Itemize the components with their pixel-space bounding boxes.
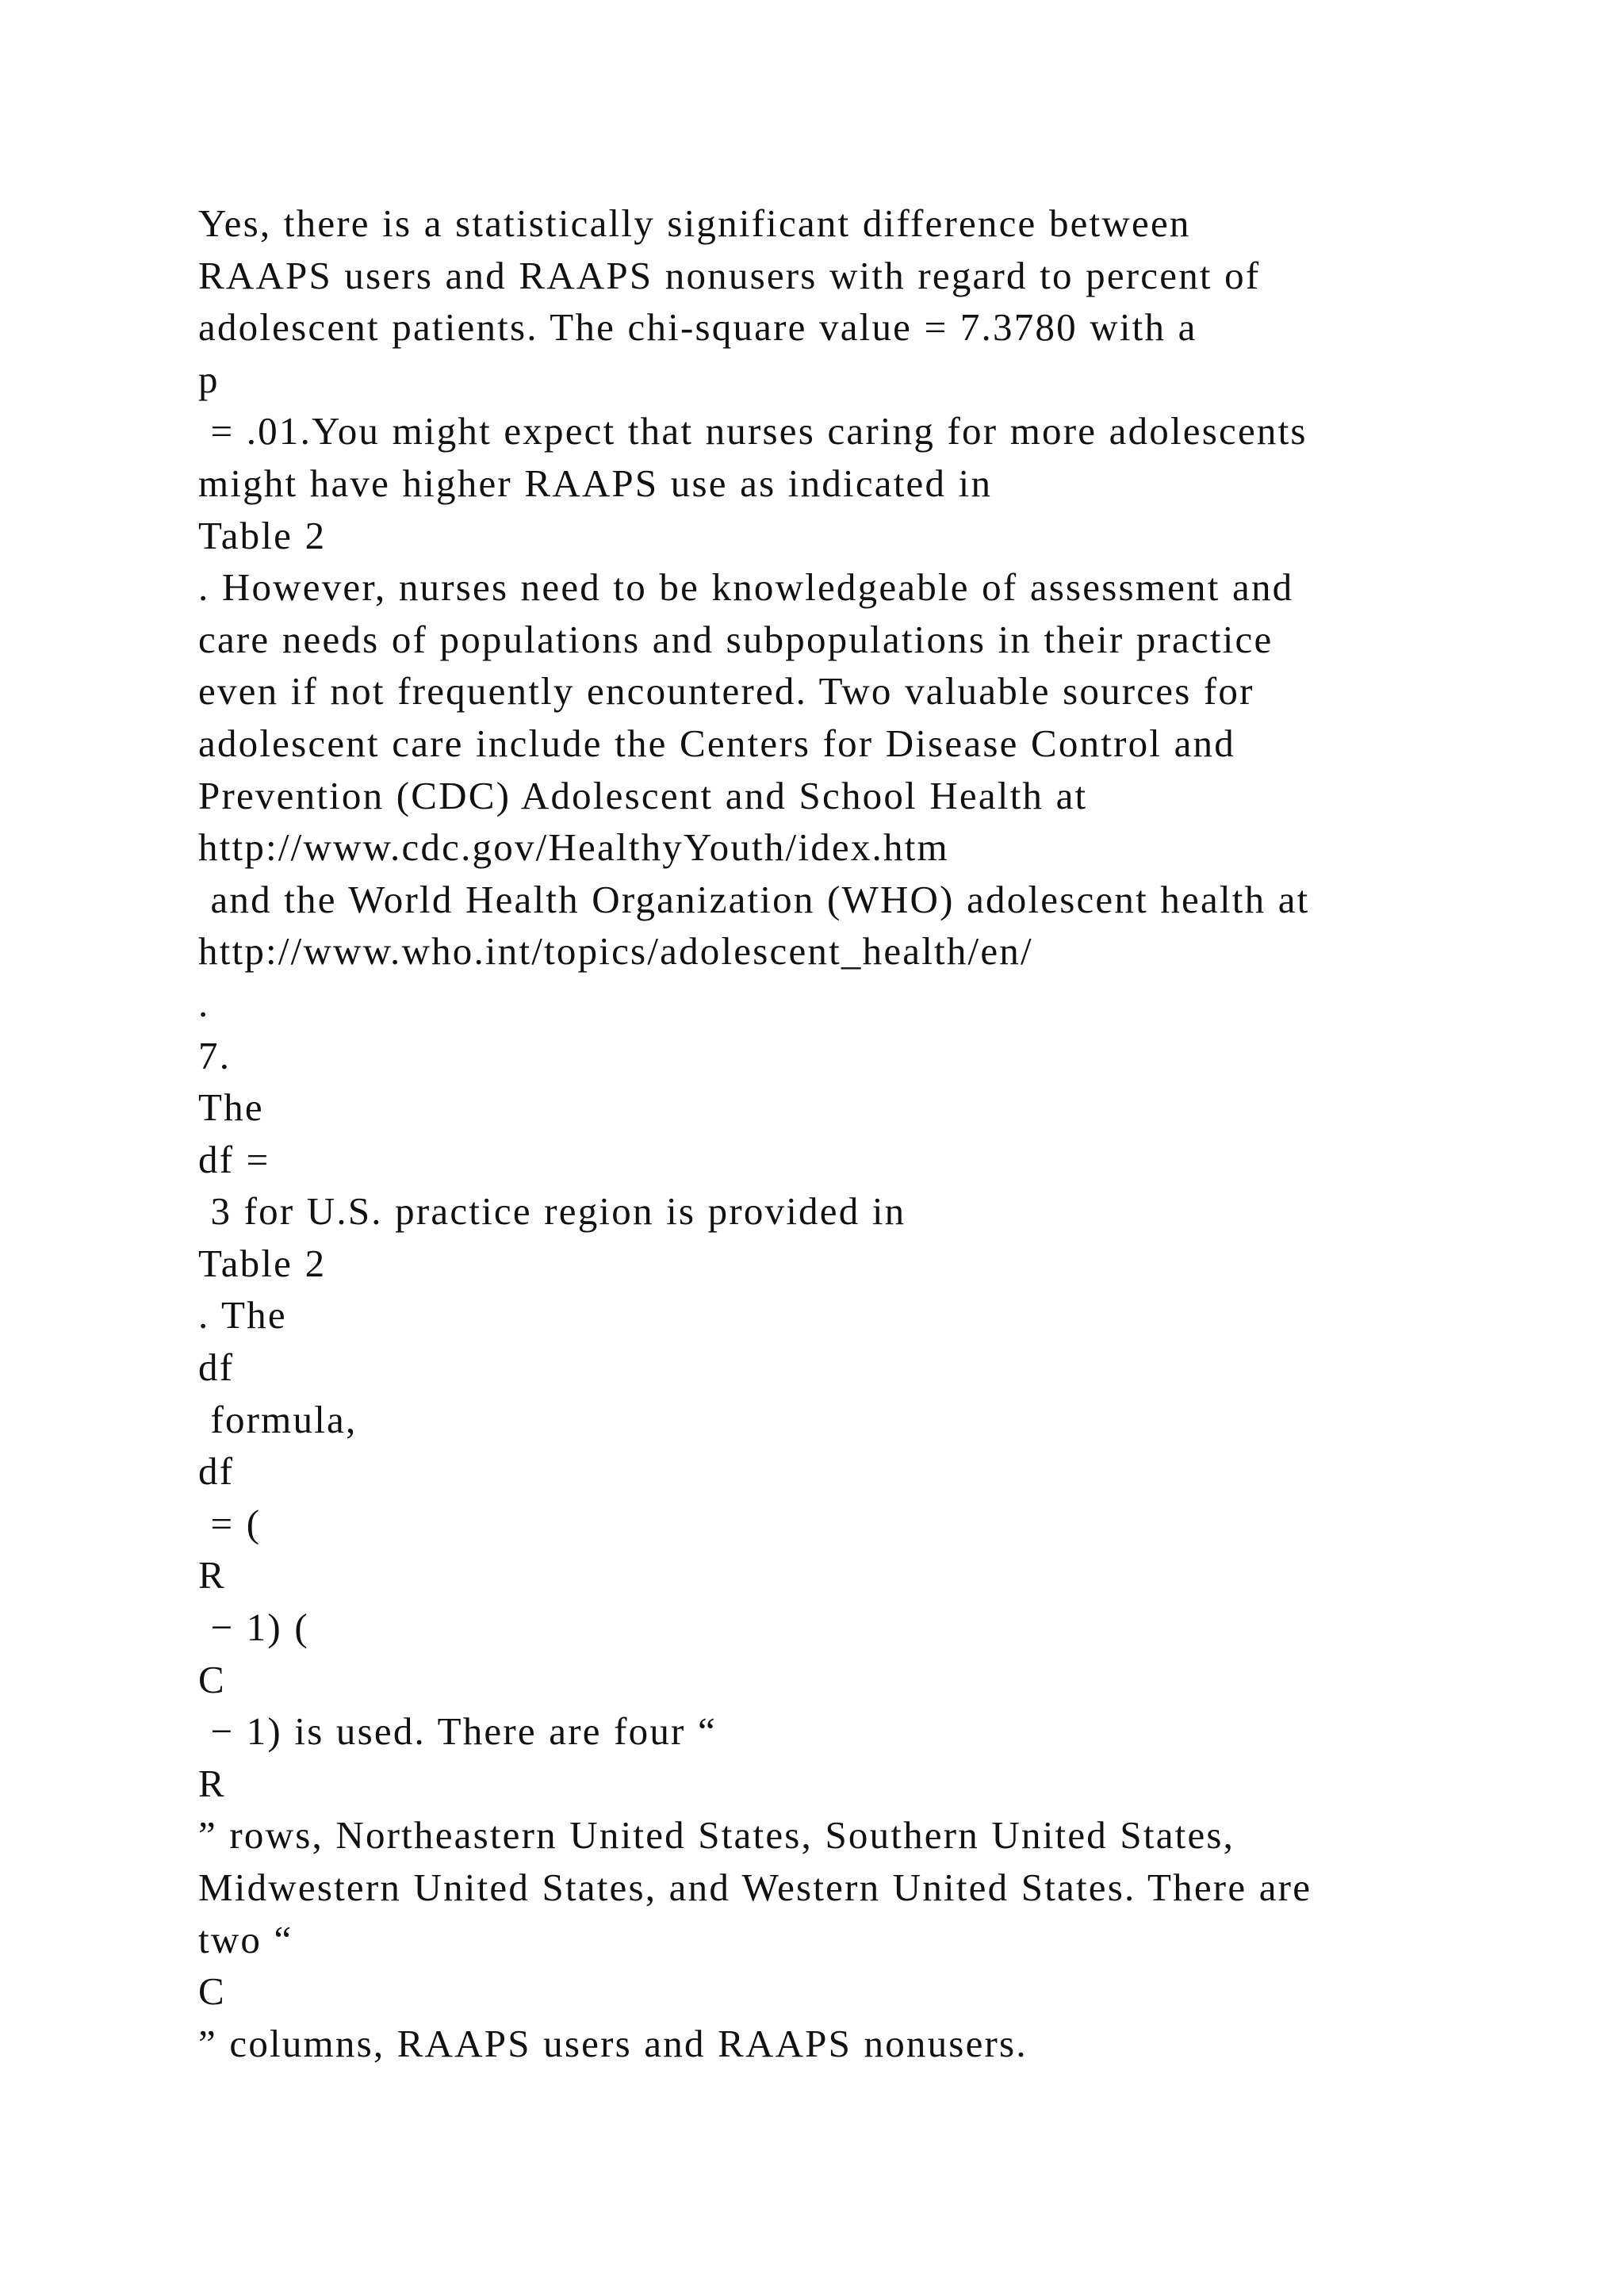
text-line: Prevention (CDC) Adolescent and School Health at — [198, 773, 1088, 817]
text-line: . The — [198, 1293, 287, 1337]
text-line: df — [198, 1449, 235, 1494]
text-line: ” columns, RAAPS users and RAAPS nonusers. — [198, 2021, 1028, 2065]
text-line: adolescent patients. The chi-square value = 7.3780 with a — [198, 305, 1197, 350]
text-line: care needs of populations and subpopulations in their practice — [198, 617, 1274, 661]
text-line: df — [198, 1345, 235, 1390]
who-link-text: http://www.who.int/topics/adolescent_health/en/ — [198, 929, 1033, 974]
document-text — [198, 197, 1546, 2069]
text-line: . — [198, 981, 210, 1025]
text-line: = .01.You might expect that nurses caring for more adolescents — [198, 409, 1308, 453]
text-line: two “ — [198, 1917, 293, 1961]
text-line: ” rows, Northeastern United States, Southern United States, — [198, 1813, 1235, 1858]
cdc-link-text: http://www.cdc.gov/HealthyYouth/idex.htm — [198, 825, 949, 870]
text-line: df = — [198, 1137, 270, 1181]
text-line: . However, nurses need to be knowledgeable of assessment and — [198, 565, 1294, 610]
text-line: − 1) ( — [198, 1605, 309, 1650]
text-line: might have higher RAAPS use as indicated in — [198, 461, 993, 505]
text-line: p — [198, 357, 220, 401]
text-line: R — [198, 1761, 226, 1805]
text-line: Midwestern United States, and Western United States. There are — [198, 1866, 1312, 1909]
text-line: Yes, there is a statistically significant difference between — [198, 201, 1191, 245]
text-line: − 1) is used. There are four “ — [198, 1709, 717, 1754]
text-line: = ( — [198, 1501, 262, 1545]
text-line: even if not frequently encountered. Two valuable sources for — [198, 669, 1254, 714]
text-line: formula, — [198, 1397, 358, 1441]
text-line: RAAPS users and RAAPS nonusers with regard to percent of — [198, 253, 1261, 297]
item-number: 7. — [198, 1033, 232, 1077]
text-line: Table 2 — [198, 1241, 327, 1285]
text-line: 3 for U.S. practice region is provided in — [198, 1189, 906, 1234]
text-line: R — [198, 1553, 226, 1598]
text-line: C — [198, 1657, 226, 1701]
text-line: adolescent care include the Centers for Disease Control and — [198, 721, 1235, 765]
text-line: Table 2 — [198, 513, 327, 557]
text-line: C — [198, 1969, 226, 2014]
text-line: The — [198, 1085, 264, 1130]
text-line: and the World Health Organization (WHO) adolescent health at — [198, 877, 1310, 921]
